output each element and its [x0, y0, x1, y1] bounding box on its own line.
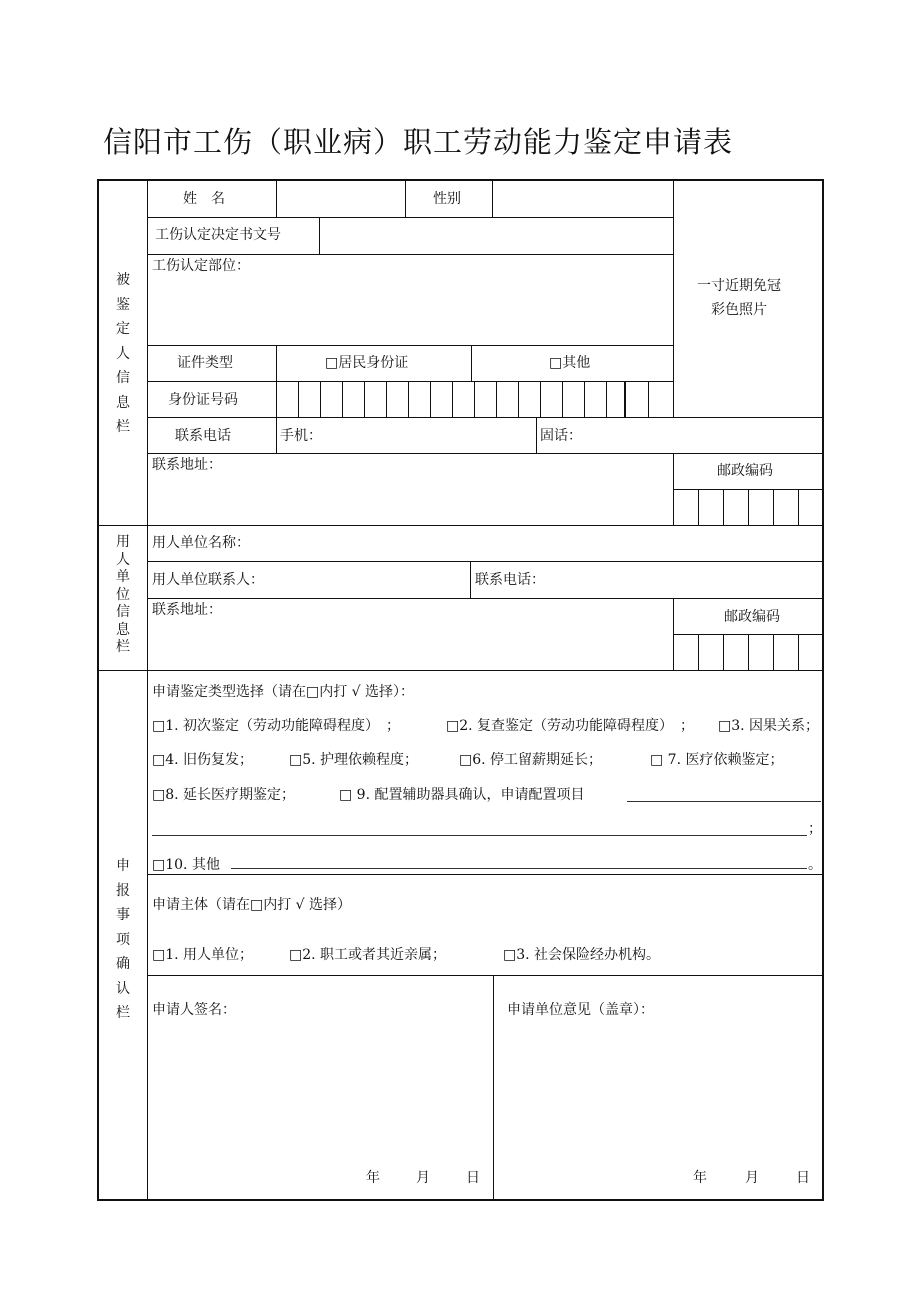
applicant-date-day: 日 — [466, 1170, 480, 1186]
employer-address-field[interactable] — [148, 599, 672, 669]
address-field[interactable] — [148, 454, 672, 524]
grid-line — [147, 381, 673, 382]
id-digit-cell — [648, 381, 649, 417]
id-digit-cell — [474, 381, 475, 417]
section-label-injured-person: 被鉴定人信息栏 — [116, 272, 130, 435]
unit-date-month: 月 — [745, 1170, 759, 1186]
id-number-label: 身份证号码 — [168, 392, 238, 408]
postcode-label: 邮政编码 — [717, 463, 773, 479]
gender-label: 性别 — [433, 191, 461, 207]
grid-line — [276, 417, 277, 453]
mobile-label: 手机： — [280, 428, 322, 444]
option-old-injury-recurrence[interactable]: □4. 旧伤复发； — [152, 752, 254, 768]
landline-label: 固话： — [540, 428, 582, 444]
unit-date-year: 年 — [693, 1170, 707, 1186]
grid-line — [536, 417, 537, 453]
id-digit-cell — [386, 381, 387, 417]
id-digit-cell — [584, 381, 585, 417]
other-blank-line[interactable] — [231, 868, 807, 869]
id-digit-cell — [320, 381, 321, 417]
section-divider — [99, 670, 824, 671]
id-digit-cell — [298, 381, 299, 417]
subject-employer[interactable]: □1. 用人单位； — [152, 947, 254, 963]
postcode-digit-cell — [723, 634, 724, 670]
page-title: 信阳市工伤（职业病）职工劳动能力鉴定申请表 — [103, 125, 734, 159]
photo-column-divider — [673, 181, 674, 417]
employer-contact-field[interactable] — [279, 562, 469, 597]
section-label-declaration: 申报事项确认栏 — [116, 858, 130, 1021]
applicant-date-year: 年 — [366, 1170, 380, 1186]
applicant-signature-label: 申请人签名： — [152, 1002, 236, 1018]
grid-line — [405, 181, 406, 217]
appraisal-type-heading: 申请鉴定类型选择（请在□内打 √ 选择）： — [152, 684, 415, 700]
id-digit-cell — [496, 381, 497, 417]
id-type-label: 证件类型 — [177, 355, 233, 371]
id-digit-cell — [408, 381, 409, 417]
id-digit-cell — [606, 381, 607, 417]
gender-field[interactable] — [493, 182, 672, 216]
id-digit-cell — [452, 381, 453, 417]
grid-line — [147, 874, 824, 875]
applicant-date-month: 月 — [416, 1170, 430, 1186]
postcode-digit-cell — [798, 634, 799, 670]
decision-number-field[interactable] — [320, 218, 672, 253]
mobile-field[interactable] — [319, 418, 535, 452]
decision-number-label: 工伤认定决定书文号 — [155, 227, 281, 243]
option-nursing-dependency[interactable]: □5. 护理依赖程度； — [289, 752, 419, 768]
unit-opinion-area[interactable] — [495, 1021, 823, 1161]
address-label: 联系地址： — [152, 457, 222, 473]
postcode-digit-cell — [798, 489, 799, 525]
id-digit-cell — [624, 381, 626, 417]
option-assistive-device[interactable]: □ 9. 配置辅助器具确认，申请配置项目 — [339, 787, 585, 803]
name-field[interactable] — [277, 182, 404, 216]
postcode-digit-cell — [698, 634, 699, 670]
grid-line — [673, 489, 824, 490]
postcode-digit-cell — [748, 489, 749, 525]
id-type-resident-checkbox[interactable]: □居民身份证 — [325, 355, 409, 371]
employer-name-field[interactable] — [259, 526, 823, 560]
option-other[interactable]: □10. 其他 — [152, 857, 220, 873]
postcode-digit-cell — [773, 634, 774, 670]
injury-part-label: 工伤认定部位： — [152, 258, 250, 274]
postcode-digit-cell — [723, 489, 724, 525]
grid-line — [493, 975, 494, 1201]
photo-placeholder-line2: 彩色照片 — [711, 302, 767, 318]
unit-opinion-label: 申请单位意见（盖章）： — [507, 1002, 654, 1018]
assistive-device-blank-line[interactable] — [627, 801, 821, 802]
name-label: 姓 名 — [183, 191, 225, 207]
grid-line — [147, 975, 824, 976]
employer-postcode-label: 邮政编码 — [724, 609, 780, 625]
option-initial-appraisal[interactable]: □1. 初次鉴定（劳动功能障碍程度） ； — [152, 718, 401, 734]
applicant-signature-area[interactable] — [148, 1021, 492, 1161]
phone-label: 联系电话 — [175, 428, 231, 444]
application-form-table — [97, 179, 824, 1201]
grid-line — [147, 345, 673, 346]
assistive-device-blank-line-2[interactable] — [152, 835, 807, 836]
grid-line — [673, 634, 824, 635]
employer-address-label: 联系地址： — [152, 602, 222, 618]
employer-phone-label: 联系电话： — [475, 572, 545, 588]
option-paid-leave-extension[interactable]: □6. 停工留薪期延长； — [459, 752, 603, 768]
employer-contact-label: 用人单位联系人： — [152, 572, 264, 588]
id-type-other-checkbox[interactable]: □其他 — [549, 355, 591, 371]
option-causality[interactable]: □3. 因果关系； — [718, 718, 820, 734]
option-medical-dependency[interactable]: □ 7. 医疗依赖鉴定； — [650, 752, 784, 768]
landline-field[interactable] — [579, 418, 823, 452]
postcode-digit-cell — [773, 489, 774, 525]
option-review-appraisal[interactable]: □2. 复查鉴定（劳动功能障碍程度） ； — [446, 718, 695, 734]
section-label-employer: 用人单位信息栏 — [116, 534, 130, 655]
id-digit-cell — [364, 381, 365, 417]
id-digit-cell — [562, 381, 563, 417]
applicant-subject-heading: 申请主体（请在□内打 √ 选择） — [152, 897, 352, 913]
option-extend-medical-period[interactable]: □8. 延长医疗期鉴定； — [152, 787, 296, 803]
id-digit-cell — [540, 381, 541, 417]
employer-phone-field[interactable] — [549, 562, 823, 597]
subject-social-insurance-agency[interactable]: □3. 社会保险经办机构。 — [503, 947, 661, 963]
grid-line — [471, 345, 472, 381]
id-digit-cell — [430, 381, 431, 417]
injury-part-field[interactable] — [148, 255, 672, 344]
subject-employee-or-relative[interactable]: □2. 职工或者其近亲属； — [289, 947, 447, 963]
other-line-end: 。 — [808, 857, 822, 873]
assistive-device-line-end: ； — [808, 821, 822, 837]
employer-name-label: 用人单位名称： — [152, 535, 250, 551]
grid-line — [470, 561, 471, 598]
id-digit-cell — [518, 381, 519, 417]
photo-placeholder-line1: 一寸近期免冠 — [697, 278, 781, 294]
postcode-digit-cell — [698, 489, 699, 525]
unit-date-day: 日 — [796, 1170, 810, 1186]
id-digit-cell — [342, 381, 343, 417]
postcode-digit-cell — [748, 634, 749, 670]
